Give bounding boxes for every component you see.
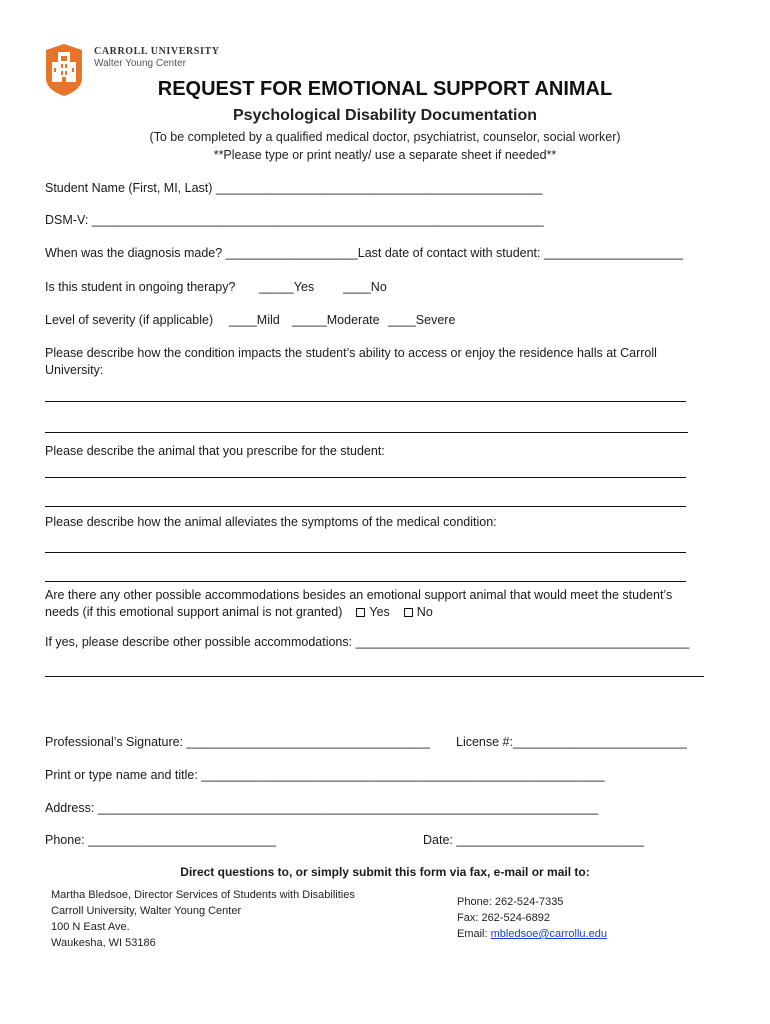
contact-address-line: 100 N East Ave. <box>51 921 130 933</box>
animal-question: Please describe the animal that you prescribe for the student: <box>45 444 385 458</box>
signature-field[interactable]: Professional’s Signature: ___________________________________ <box>45 735 430 749</box>
other-accommodations-question-cont: needs (if this emotional support animal is not granted) <box>45 605 343 619</box>
student-name-field[interactable]: Student Name (First, MI, Last) _______________________________________________ <box>45 181 543 195</box>
contact-address <box>51 887 355 951</box>
animal-answer-line-1[interactable] <box>45 477 686 478</box>
severity-question: Level of severity (if applicable) <box>45 313 214 327</box>
phone-field[interactable]: Phone: ___________________________ <box>45 833 276 847</box>
severity-severe-option[interactable]: ____Severe <box>388 313 456 327</box>
date-field[interactable]: Date: ___________________________ <box>423 833 645 847</box>
animal-answer-line-2[interactable] <box>45 506 686 507</box>
contact-address-line: Waukesha, WI 53186 <box>51 937 156 949</box>
contact-phone: Phone: 262-524-7335 <box>457 896 564 908</box>
impact-answer-line-1[interactable] <box>45 401 686 402</box>
other-accommodations-line <box>45 605 433 619</box>
other-accommodations-question: Are there any other possible accommodations besides an emotional support animal that would meet the student’s <box>45 588 673 602</box>
contact-address-line: Martha Bledsoe, Director Services of Students with Disabilities <box>51 889 355 901</box>
severity-moderate-option[interactable]: _____Moderate <box>292 313 380 327</box>
impact-question-cont: University: <box>45 363 104 377</box>
instructions-note: (To be completed by a qualified medical doctor, psychiatrist, counselor, social worker) <box>149 130 621 144</box>
other-accommodations-answer-line[interactable] <box>45 676 704 677</box>
therapy-yes-option[interactable]: _____Yes <box>259 280 315 294</box>
print-name-field[interactable]: Print or type name and title: __________________________________________________________ <box>45 768 605 782</box>
contact-info <box>457 894 607 942</box>
other-yes-label: Yes <box>369 605 390 619</box>
diagnosis-date-field[interactable]: When was the diagnosis made? ___________________Last date of contact with student: ____________________ <box>45 246 684 260</box>
contact-email-row <box>457 926 607 942</box>
university-name: CARROLL UNIVERSITY <box>94 46 220 57</box>
instructions-print-note: **Please type or print neatly/ use a separate sheet if needed** <box>213 148 557 162</box>
other-yes-checkbox[interactable] <box>356 608 365 617</box>
contact-email-link[interactable]: mbledsoe@carrollu.edu <box>490 928 607 940</box>
license-field[interactable]: License #:_________________________ <box>456 735 687 749</box>
severity-mild-option[interactable]: ____Mild <box>229 313 280 327</box>
page-title: REQUEST FOR EMOTIONAL SUPPORT ANIMAL <box>157 78 613 100</box>
therapy-no-option[interactable]: ____No <box>343 280 387 294</box>
center-name: Walter Young Center <box>94 58 186 69</box>
alleviate-question: Please describe how the animal alleviates the symptoms of the medical condition: <box>45 515 497 529</box>
therapy-question: Is this student in ongoing therapy? <box>45 280 236 294</box>
alleviate-answer-line-2[interactable] <box>45 581 686 582</box>
page-subtitle: Psychological Disability Documentation <box>232 107 538 124</box>
contact-heading: Direct questions to, or simply submit this form via fax, e-mail or mail to: <box>180 865 590 879</box>
impact-answer-line-2[interactable] <box>45 432 688 433</box>
other-no-checkbox[interactable] <box>404 608 413 617</box>
dsm-field[interactable]: DSM-V: _________________________________________________________________ <box>45 213 544 227</box>
address-field[interactable]: Address: ________________________________________________________________________ <box>45 801 599 815</box>
impact-question: Please describe how the condition impacts the student’s ability to access or enjoy the residence halls at Carroll <box>45 346 657 360</box>
contact-email-label: Email: <box>457 928 491 940</box>
contact-address-line: Carroll University, Walter Young Center <box>51 905 242 917</box>
other-accommodations-describe-field[interactable]: If yes, please describe other possible accommodations: ________________________________________________ <box>45 635 690 649</box>
alleviate-answer-line-1[interactable] <box>45 552 686 553</box>
contact-fax: Fax: 262-524-6892 <box>457 912 550 924</box>
other-no-label: No <box>416 605 433 619</box>
